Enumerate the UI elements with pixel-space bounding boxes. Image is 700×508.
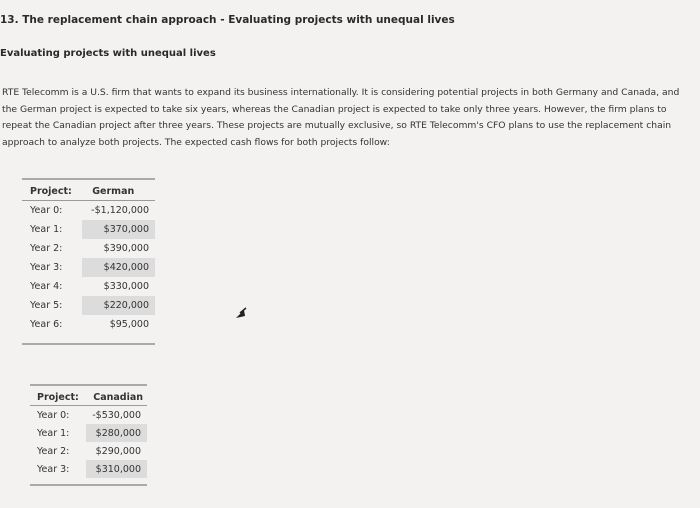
table-top-rule [22,178,155,180]
problem-paragraph: RTE Telecomm is a U.S. firm that wants to expand its business internationally. It is considering potential projects in both Germany and Canada, and the German project is expected to take six years, whereas the Canadian project is expected to take only three years. However, the firm plans to repeat the Canadian project after three years. These projects are mutually exclusive, so RTE Telecomm's CFO plans to use the replacement chain approach to analyze both projects. The expected cash flows for both projects follow: [2,87,680,148]
row-value: $390,000 [103,243,149,254]
row-label: Year 2: [37,445,70,457]
row-value: $220,000 [82,296,155,315]
table-row [22,296,155,315]
row-label: Year 0: [30,205,63,216]
mouse-cursor-icon [234,306,248,322]
row-label: Year 1: [37,427,70,439]
table-header [30,389,147,406]
row-label: Year 0: [37,409,70,421]
table-row [22,220,155,239]
row-value: $370,000 [82,220,155,239]
row-label: Year 6: [30,319,63,330]
row-label: Year 1: [30,224,63,235]
section-title: Evaluating projects with unequal lives [0,48,216,59]
table-bottom-rule [30,484,147,486]
table-row [22,315,155,334]
row-value: -$1,120,000 [91,205,149,216]
table-row [30,406,147,424]
table-row [30,442,147,460]
table-row [30,424,147,442]
header-value: Canadian [93,391,144,403]
table-top-rule [30,384,147,386]
row-value: -$530,000 [92,409,141,421]
question-title: 13. The replacement chain approach - Evaluating projects with unequal lives [0,14,455,26]
header-value: German [92,186,135,197]
canadian-cash-flow-table [30,384,147,486]
german-cash-flow-table [22,178,155,345]
row-label: Year 5: [30,300,63,311]
row-value: $310,000 [86,460,147,478]
table-header [22,183,155,201]
header-label: Project: [37,391,79,403]
table-row [22,258,155,277]
row-value: $280,000 [86,424,147,442]
row-label: Year 3: [30,262,63,273]
row-label: Year 4: [30,281,63,292]
row-value: $95,000 [109,319,149,330]
table-bottom-rule [22,343,155,345]
table-row [30,460,147,478]
row-label: Year 3: [37,463,70,475]
table-row [22,201,155,220]
header-label: Project: [30,186,72,197]
row-value: $420,000 [82,258,155,277]
table-row [22,277,155,296]
row-value: $330,000 [103,281,149,292]
row-value: $290,000 [95,445,141,457]
table-row [22,239,155,258]
row-label: Year 2: [30,243,63,254]
